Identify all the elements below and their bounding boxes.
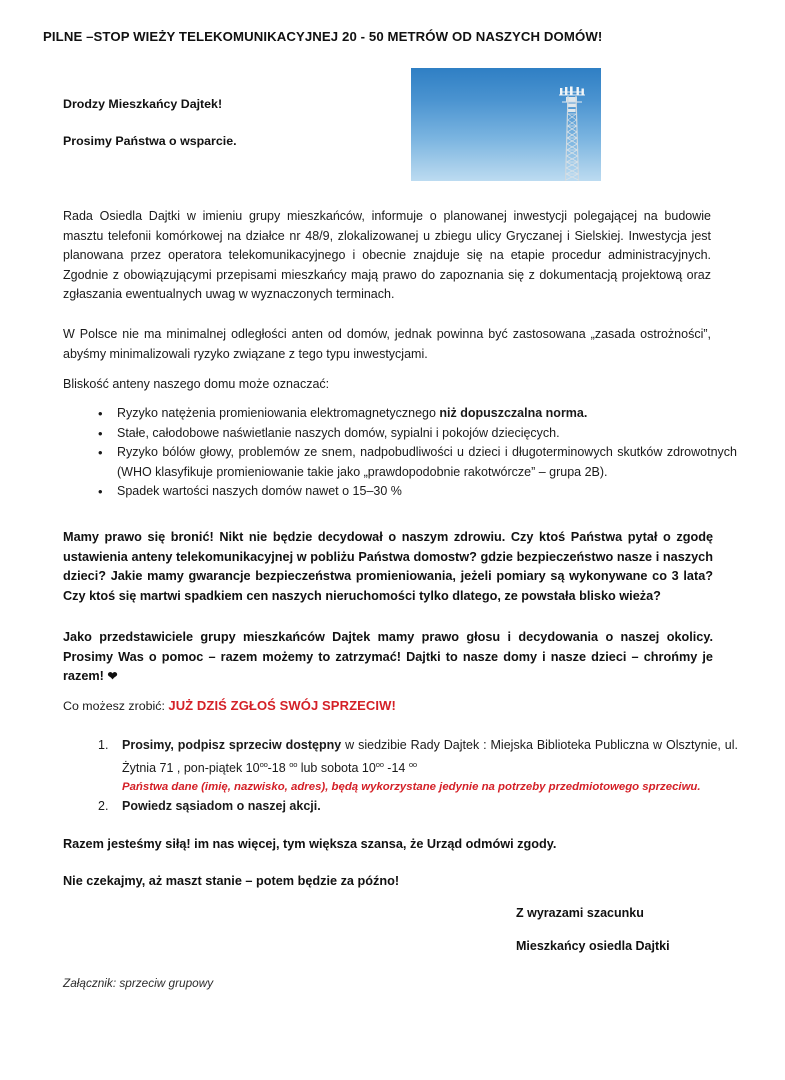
intro-paragraph: Rada Osiedla Dajtki w imieniu grupy mieszkańców, informuje o planowanej inwestycji polegającej na budowie masztu telefonii komórkowej na działce nr 48/9, zlokalizowanej u zbiegu ulicy Gryczanej i Sielskiej. Inwestycja jest planowana przez operatora telekomunikacyjnego i obecnie znajduje się na etapie procedur administracyjnych. Zgodnie z obowiązującymi przepisami mieszkańcy mają prawo do zapoznania się z dokumentacją projektową oraz zgłaszania ewentualnych uwag w wyznaczonych terminach. xyxy=(63,209,711,302)
list-item xyxy=(117,482,737,502)
action-1-bold: Prosimy, podpisz sprzeciw dostępny xyxy=(122,738,342,752)
heart-icon: ❤ xyxy=(107,669,118,684)
representatives-text: Jako przedstawiciele grupy mieszkańców Dajtek mamy prawo głosu i decydowania o naszej okolicy. Prosimy Was o pomoc – razem możemy to zatrzymać! Dajtki to nasze domy i nasze dzieci – chrońmy je razem! xyxy=(63,630,713,684)
opening-hour-sup: oo xyxy=(289,760,298,770)
closing-line-1: Razem jesteśmy siłą! im nas więcej, tym większa szansa, że Urząd odmówi zgody. xyxy=(63,837,557,851)
attachment-note: Załącznik: sprzeciw grupowy xyxy=(63,976,214,990)
list-item xyxy=(117,404,737,424)
signature-salutation: Z wyrazami szacunku xyxy=(516,906,644,920)
representatives-paragraph xyxy=(63,628,713,687)
risk-list xyxy=(95,404,737,502)
bullet-text: Ryzyko natężenia promieniowania elektromagnetycznego xyxy=(117,406,440,420)
action-2-text: Powiedz sąsiadom o naszej akcji. xyxy=(122,799,321,814)
risks-lead-in: Bliskość anteny naszego domu może oznaczać: xyxy=(63,377,330,391)
privacy-note: Państwa dane (imię, nazwisko, adres), będą wykorzystane jedynie na potrzeby przedmiotowego sprzeciwu. xyxy=(122,780,701,793)
telecom-tower-photo xyxy=(411,68,601,181)
closing-line-2: Nie czekajmy, aż maszt stanie – potem będzie za późno! xyxy=(63,874,400,888)
action-1-detail-b: -18 xyxy=(267,761,290,776)
action-1-detail-a: w siedzibie Rady Dajtek : Miejska Biblioteka Publiczna w Olsztynie, ul. Żytnia 71 , pon-piątek 10 xyxy=(122,738,739,776)
precaution-paragraph: W Polsce nie ma minimalnej odległości anten od domów, jednak powinna być zastosowana „zasada ostrożności”, abyśmy minimalizowali ryzyko związane z tego typu inwestycjami. xyxy=(63,327,711,361)
bullet-emphasis: niż dopuszczalna norma. xyxy=(439,406,588,420)
greeting-line-1: Drodzy Mieszkańcy Dajtek! xyxy=(63,97,223,111)
list-item xyxy=(117,424,737,444)
list-item xyxy=(122,797,738,816)
bullet-text: Ryzyko bólów głowy, problemów ze snem, nadpobudliwości u dzieci i długoterminowych skutków zdrowotnych (WHO klasyfikuje promieniowanie takie jako „prawdopodobnie rakotwórcze” – grupa 2B). xyxy=(117,445,737,479)
action-1-detail-d: -14 xyxy=(383,761,409,776)
opening-hour-sup: oo xyxy=(259,760,268,770)
list-item xyxy=(117,443,737,482)
opening-hour-sup: oo xyxy=(408,760,417,770)
action-list xyxy=(95,736,738,817)
cta-prefix-text: Co możesz zrobić: xyxy=(63,699,169,713)
tower-illustration xyxy=(559,86,585,181)
greeting-line-2: Prosimy Państwa o wsparcie. xyxy=(63,134,237,148)
signature-author: Mieszkańcy osiedla Dajtki xyxy=(516,939,670,953)
appeal-paragraph: Mamy prawo się bronić! Nikt nie będzie decydował o naszym zdrowiu. Czy ktoś Państwa pytał o zgodę ustawienia anteny telekomunikacyjnej w pobliżu Państwa domostw? gdzie bezpieczeństwo nasze i naszych dzieci? Jakie mamy gwarancje bezpieczeństwa promieniowania, jeżeli pomiary są wykonywane co 3 lata? Czy ktoś się martwi spadkiem cen naszych nieruchomości tylko dlatego, ze powstała blisko wieża? xyxy=(63,530,713,603)
opening-hour-sup: oo xyxy=(375,760,384,770)
bullet-text: Spadek wartości naszych domów nawet o 15–30 % xyxy=(117,484,402,499)
list-item xyxy=(122,736,738,795)
cta-highlight: JUŻ DZIŚ ZGŁOŚ SWÓJ SPRZECIW! xyxy=(168,698,396,713)
document-title: PILNE –STOP WIEŻY TELEKOMUNIKACYJNEJ 20 - 50 METRÓW OD NASZYCH DOMÓW! xyxy=(43,29,603,44)
bullet-text: Stałe, całodobowe naświetlanie naszych domów, sypialni i pokojów dziecięcych. xyxy=(117,425,560,440)
action-1-detail-c: lub sobota 10 xyxy=(297,761,376,776)
call-to-action xyxy=(63,698,396,713)
